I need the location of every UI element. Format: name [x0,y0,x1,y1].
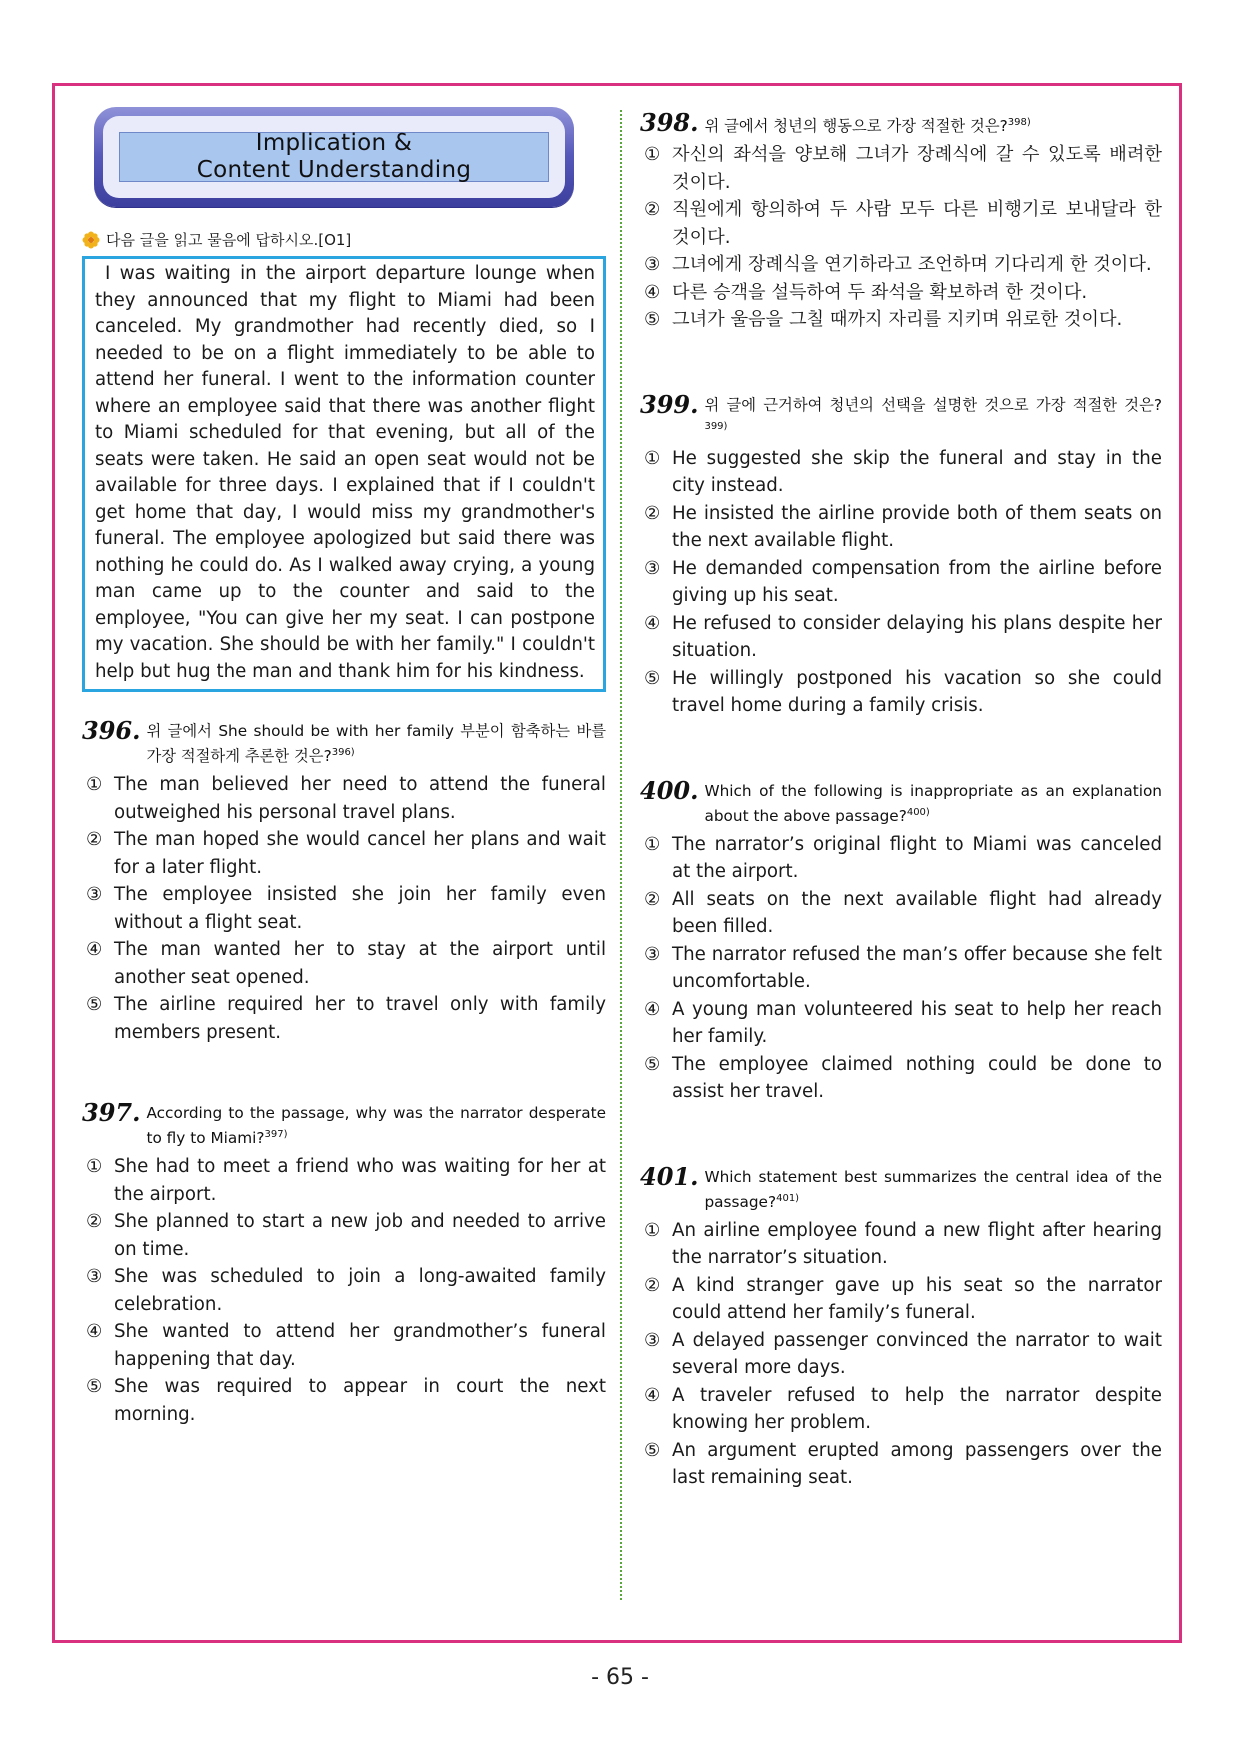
answer-option[interactable]: ④ 다른 승객을 설득하여 두 좌석을 확보하려 한 것이다. [644,281,1088,303]
answer-option[interactable]: ② He insisted the airline provide both of them seats on the next available flight. [644,502,1162,552]
answer-option[interactable]: ③ He demanded compensation from the airline before giving up his seat. [644,557,1162,607]
question-number: 396. [82,716,141,745]
question-399 [640,389,1162,720]
answer-option[interactable]: ④ She wanted to attend her grandmother’s funeral happening that day. [86,1321,606,1370]
answer-option[interactable]: ① 자신의 좌석을 양보해 그녀가 장례식에 갈 수 있도록 배려한 것이다. [644,144,1162,193]
answer-option[interactable]: ② 직원에게 항의하여 두 사람 모두 다른 비행기로 보내달라 한 것이다. [644,199,1162,248]
answer-option[interactable]: ⑤ The airline required her to travel only with family members present. [86,994,606,1043]
question-number: 401. [640,1161,699,1191]
flower-icon [82,231,100,249]
question-text: According to the passage, why was the narrator desperate to fly to Miami?$^{397)}$ [146,1104,606,1148]
instruction [82,229,606,250]
answer-option[interactable]: ① The man believed her need to attend the funeral outweighed his personal travel plans. [86,774,606,823]
page-number: - 65 - [591,1665,649,1690]
instruction-text: 다음 글을 읽고 물음에 답하시오.[O1] [106,231,352,249]
answer-option[interactable]: ⑤ He willingly postponed his vacation so she could travel home during a family crisis. [644,667,1162,717]
answer-option[interactable]: ③ The employee insisted she join her family even without a flight seat. [86,884,606,933]
column-divider [620,110,622,1600]
answer-option[interactable]: ① An airline employee found a new flight after hearing the narrator’s situation. [644,1219,1162,1269]
question-number: 400. [640,775,699,805]
answer-option[interactable]: ⑤ 그녀가 울음을 그칠 때까지 자리를 지키며 위로한 것이다. [644,309,1123,331]
answer-option[interactable]: ④ He refused to consider delaying his plans despite her situation. [644,612,1162,662]
answer-option[interactable]: ⑤ She was required to appear in court the next morning. [86,1376,606,1425]
answer-option[interactable]: ⑤ The employee claimed nothing could be done to assist her travel. [644,1053,1162,1103]
answer-option[interactable]: ② The man hoped she would cancel her plans and wait for a later flight. [86,829,606,878]
answer-option[interactable]: ① He suggested she skip the funeral and stay in the city instead. [644,447,1162,497]
right-column [640,108,1162,1492]
answer-option[interactable]: ④ A traveler refused to help the narrator despite knowing her problem. [644,1384,1162,1434]
answer-option[interactable]: ③ She was scheduled to join a long-awaited family celebration. [86,1266,606,1315]
answer-option[interactable]: ① She had to meet a friend who was waiting for her at the airport. [86,1156,606,1205]
question-397 [82,1098,606,1428]
question-396 [82,716,606,1046]
answer-option[interactable]: ⑤ An argument erupted among passengers over the last remaining seat. [644,1439,1162,1489]
question-text: Which of the following is inappropriate as an explanation about the above passage?$^{400)}$ [704,781,1162,825]
answer-option[interactable]: ④ A young man volunteered his seat to help her reach her family. [644,998,1162,1048]
answer-option[interactable]: ② She planned to start a new job and needed to arrive on time. [86,1211,606,1260]
question-text: 위 글에 근거하여 청년의 선택을 설명한 것으로 가장 적절한 것은?$^{399)}$ [704,395,1162,432]
question-number: 398. [640,108,699,137]
answer-option[interactable]: ① The narrator’s original flight to Miami was canceled at the airport. [644,833,1162,883]
answer-option[interactable]: ④ The man wanted her to stay at the airport until another seat opened. [86,939,606,988]
answer-option[interactable]: ③ The narrator refused the man’s offer because she felt uncomfortable. [644,943,1162,993]
question-text: Which statement best summarizes the central idea of the passage?$^{401)}$ [704,1167,1162,1211]
answer-option[interactable]: ③ 그녀에게 장례식을 연기하라고 조언하며 기다리게 한 것이다. [644,254,1152,276]
question-text: 위 글에서 청년의 행동으로 가장 적절한 것은?$^{398)}$ [704,117,1031,136]
question-400 [640,775,1162,1106]
answer-option[interactable]: ③ A delayed passenger convinced the narrator to wait several more days. [644,1329,1162,1379]
answer-option[interactable]: ② All seats on the next available flight had already been filled. [644,888,1162,938]
question-398 [640,108,1162,334]
answer-option[interactable]: ② A kind stranger gave up his seat so the narrator could attend her family’s funeral. [644,1274,1162,1324]
section-title-line1: Implication & [255,130,413,156]
reading-passage: I was waiting in the airport departure lounge when they announced that my flight to Miami had been canceled. My grandmother had recently died, so I needed to be on a flight immediately to be able to attend her funeral. I went to the information counter where an employee said that there was another flight to Miami scheduled for that evening, but all of the seats were taken. He said an open seat would not be available for three days. I explained that if I couldn't get home that day, I would miss my grandmother's funeral. The employee apologized but said there was nothing he could do. As I walked away crying, a young man came up to the counter and said to the employee, "You can give her my seat. I can postpone my vacation. She should be with her family." I couldn't help but hug the man and thank him for his kindness. [82,256,606,692]
question-number: 397. [82,1098,141,1128]
question-text: 위 글에서 She should be with her family 부분이 함축하는 바를 가장 적절하게 추론한 것은?$^{396)}$ [146,722,606,766]
section-title-plaque [94,107,574,207]
section-title-line2: Content Understanding [196,157,472,183]
question-401 [640,1161,1162,1492]
left-column [82,107,606,1428]
question-number: 399. [640,389,699,419]
